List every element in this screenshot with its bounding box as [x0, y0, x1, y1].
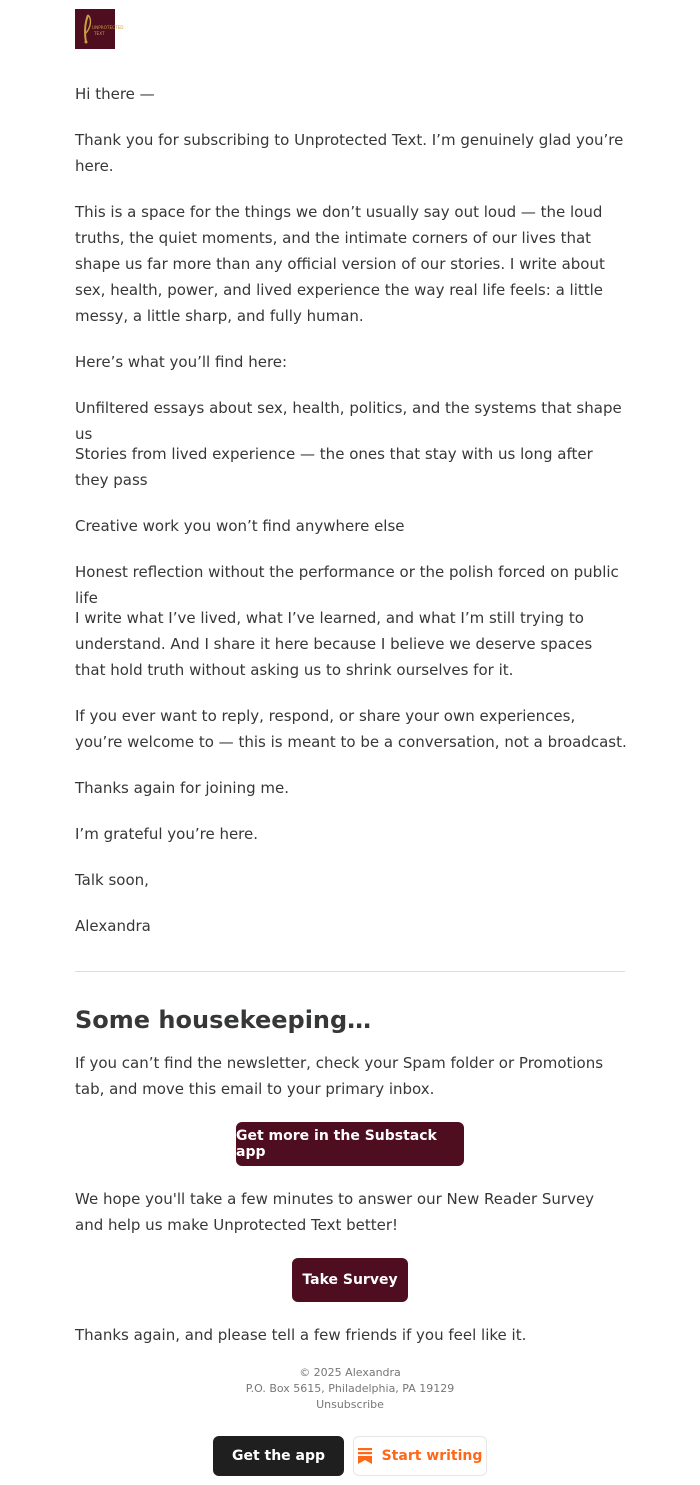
take-survey-button[interactable]: Take Survey — [292, 1258, 408, 1302]
mission-paragraph: This is a space for the things we don’t usually say out loud — the loud truths, the quiet moments, and the intimate corners of our lives that shape us far more than any official version of our stories. I write about sex, health, power, and lived experience the way real life feels: a little messy, a little sharp, and fully human. — [75, 203, 605, 325]
survey-note: We hope you'll take a few minutes to answer our New Reader Survey and help us make Unprotected Text better! — [75, 1190, 595, 1234]
purpose-paragraph: I write what I’ve lived, what I’ve learned, and what I’m still trying to understand. And I share it here because I believe we deserve spaces that hold truth without asking us to shrink ourselves for it. — [75, 609, 593, 679]
list-intro: Here’s what you’ll find here: — [75, 353, 288, 371]
housekeeping-heading: Some housekeeping… — [75, 1006, 372, 1034]
substack-logo-icon — [358, 1448, 372, 1464]
footer-address: P.O. Box 5615, Philadelphia, PA 19129 — [245, 1382, 455, 1395]
logo-text-line1: UNPROTECTED — [92, 25, 124, 30]
grateful-line: I’m grateful you’re here. — [75, 825, 259, 843]
start-writing-label: Start writing — [381, 1448, 483, 1464]
thanks-line: Thanks again for joining me. — [75, 779, 289, 797]
get-the-app-button[interactable]: Get the app — [213, 1436, 344, 1476]
substack-app-button[interactable]: Get more in the Substack app — [236, 1122, 464, 1166]
quill-logo-icon — [75, 9, 124, 49]
section-divider — [75, 971, 625, 972]
start-writing-button[interactable] — [353, 1436, 487, 1476]
intro-paragraph: Thank you for subscribing to Unprotected Text. I’m genuinely glad you’re here. — [75, 131, 624, 175]
list-item: Honest reflection without the performance or the polish forced on public life — [75, 563, 619, 607]
list-item: Unfiltered essays about sex, health, politics, and the systems that shape us — [75, 399, 622, 443]
list-item: Stories from lived experience — the ones that stay with us long after they pass — [75, 445, 593, 489]
signoff-line: Talk soon, — [75, 871, 149, 889]
footer-copyright: © 2025 Alexandra — [299, 1366, 401, 1379]
publication-logo[interactable] — [75, 9, 124, 49]
spam-note: If you can’t find the newsletter, check your Spam folder or Promotions tab, and move this email to your primary inbox. — [75, 1054, 604, 1098]
closing-line: Thanks again, and please tell a few friends if you feel like it. — [75, 1326, 527, 1344]
unsubscribe-link[interactable]: Unsubscribe — [316, 1398, 384, 1411]
logo-text-line2: TEXT — [94, 31, 105, 36]
greeting: Hi there — — [75, 85, 155, 103]
signature: Alexandra — [75, 917, 151, 935]
list-item: Creative work you won’t find anywhere else — [75, 517, 405, 535]
reply-paragraph: If you ever want to reply, respond, or share your own experiences, you’re welcome to — this is meant to be a conversation, not a broadcast. — [75, 707, 627, 751]
